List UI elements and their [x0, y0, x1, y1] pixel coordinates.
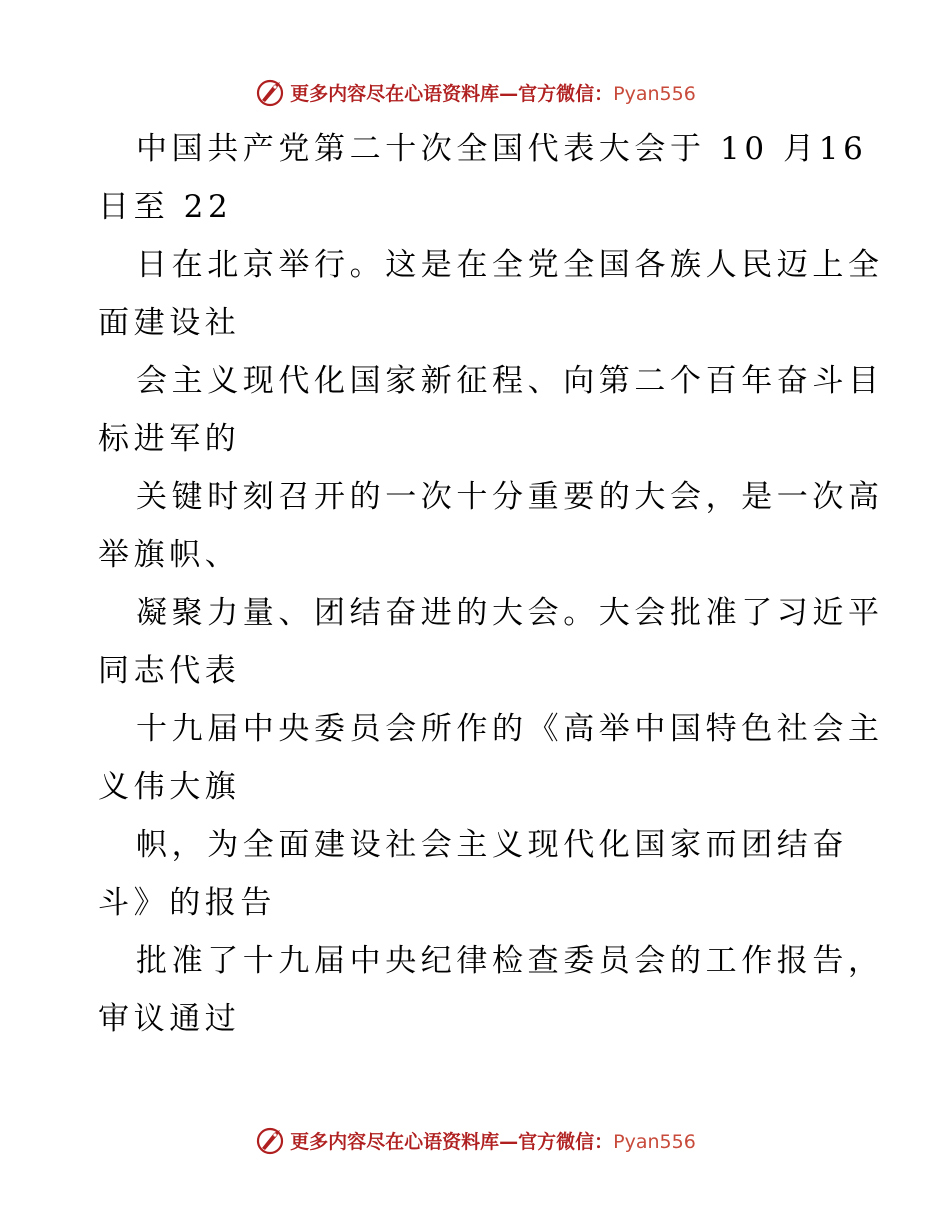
- text-line: 标进军的: [98, 421, 241, 457]
- text-line: 帜，为全面建设社会主义现代化国家而团结奋: [136, 827, 848, 863]
- document-body: [98, 120, 884, 1048]
- watermark-text: [290, 79, 696, 106]
- footer-watermark-banner: [0, 1120, 950, 1160]
- text-line: 义伟大旗: [98, 769, 241, 805]
- text-line: 十九届中央委员会所作的《高举中国特色社会主: [136, 711, 884, 747]
- wechat-id: Pyan556: [613, 82, 696, 105]
- text-line: 举旗帜、: [98, 537, 241, 573]
- wechat-id: Pyan556: [613, 1130, 696, 1153]
- pen-nib-logo-icon: [254, 1124, 286, 1156]
- text-line: 中国共产党第二十次全国代表大会于 10 月16: [136, 131, 868, 167]
- watermark-text: [290, 1127, 696, 1154]
- text-line: 凝聚力量、团结奋进的大会。大会批准了习近平: [136, 595, 884, 631]
- text-line: 日至 22: [98, 189, 233, 225]
- watermark-label: 更多内容尽在心语资料库—官方微信：: [290, 82, 614, 105]
- watermark-label: 更多内容尽在心语资料库—官方微信：: [290, 1130, 614, 1153]
- text-line: 批准了十九届中央纪律检查委员会的工作报告，: [136, 943, 884, 979]
- pen-nib-logo-icon: [254, 76, 286, 108]
- text-line: 斗》的报告: [98, 885, 276, 921]
- text-line: 同志代表: [98, 653, 241, 689]
- header-watermark-banner: [0, 72, 950, 112]
- text-line: 日在北京举行。这是在全党全国各族人民迈上全: [136, 247, 884, 283]
- text-line: 面建设社: [98, 305, 241, 341]
- text-line: 审议通过: [98, 1001, 241, 1037]
- text-line: 会主义现代化国家新征程、向第二个百年奋斗目: [136, 363, 884, 399]
- text-line: 关键时刻召开的一次十分重要的大会，是一次高: [136, 479, 884, 515]
